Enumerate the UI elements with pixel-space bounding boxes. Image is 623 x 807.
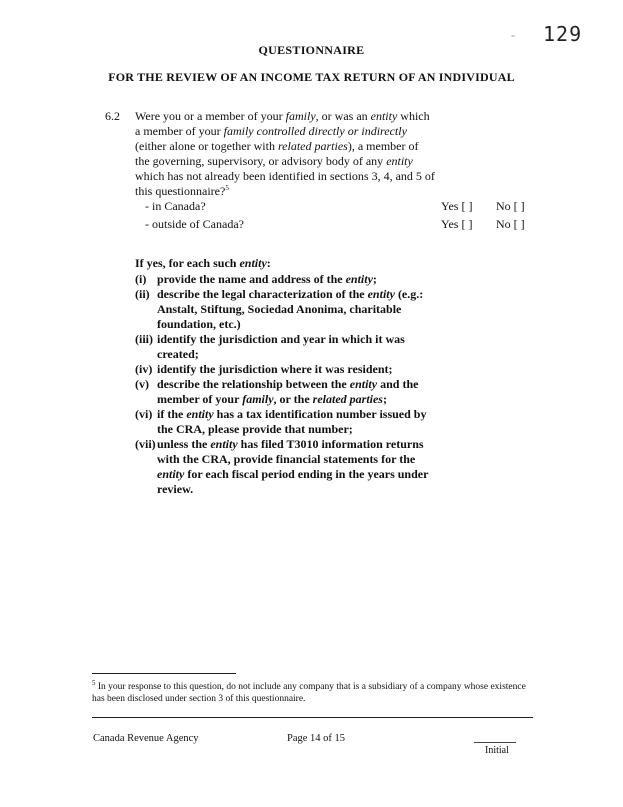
item-line: identify the jurisdiction where it was resident; — [157, 362, 393, 376]
footer-rule — [92, 717, 533, 718]
footer-page-number: Page 14 of 15 — [287, 733, 346, 744]
item-line: created; — [157, 347, 199, 361]
footnote-text: In your response to this question, do not include any company that is a subsidiary of a company whose existence has been disclosed under section 3 of this questionnaire. — [92, 682, 526, 704]
item-number: (v) — [135, 377, 149, 391]
sub-question-canada: - in Canada? — [145, 199, 206, 213]
item-line: foundation, etc.) — [157, 317, 241, 331]
item-line: the CRA, please provide that number; — [157, 422, 353, 436]
item-number: (vi) — [135, 407, 153, 421]
initial-rule — [474, 742, 516, 743]
footnote — [92, 678, 527, 705]
item-line: describe the relationship between the entity and the — [157, 377, 419, 391]
if-yes-item — [135, 407, 435, 437]
item-line: member of your family, or the related parties; — [157, 392, 387, 406]
if-yes-item — [135, 272, 435, 287]
question-text — [135, 109, 455, 199]
item-line: identify the jurisdiction and year in which it was — [157, 332, 405, 346]
if-yes-list — [135, 256, 435, 497]
item-number: (iv) — [135, 362, 153, 376]
initial-label: Initial — [485, 745, 509, 756]
footnote-mark: 5 — [92, 678, 96, 687]
item-line: entity for each fiscal period ending in the years under — [157, 467, 429, 481]
item-line: unless the entity has filed T3010 information returns — [157, 437, 424, 451]
question-line: Were you or a member of your family, or was an entity which — [135, 109, 430, 123]
item-line: with the CRA, provide financial statements for the — [157, 452, 416, 466]
no-checkbox-outside[interactable]: No [ ] — [496, 217, 525, 231]
document-subtitle: FOR THE REVIEW OF AN INCOME TAX RETURN OF AN INDIVIDUAL — [108, 70, 515, 84]
if-yes-item — [135, 437, 435, 497]
item-line: Anstalt, Stiftung, Sociedad Anonima, charitable — [157, 302, 402, 316]
handwritten-page-number: 129 — [543, 22, 583, 46]
question-line: (either alone or together with related parties), a member of — [135, 139, 419, 153]
footer-agency: Canada Revenue Agency — [93, 733, 199, 744]
if-yes-item — [135, 332, 435, 362]
if-yes-intro: If yes, for each such entity: — [135, 256, 271, 270]
if-yes-item — [135, 362, 435, 377]
no-checkbox-canada[interactable]: No [ ] — [496, 199, 525, 213]
question-line: the governing, supervisory, or advisory body of any entity — [135, 154, 413, 168]
item-line: review. — [157, 482, 194, 496]
item-number: (ii) — [135, 287, 150, 301]
yes-checkbox-outside[interactable]: Yes [ ] — [441, 217, 473, 231]
item-number: (iii) — [135, 332, 153, 346]
yes-checkbox-canada[interactable]: Yes [ ] — [441, 199, 473, 213]
item-number: (vii) — [135, 437, 156, 451]
document-title: QUESTIONNAIRE — [258, 43, 365, 57]
item-line: describe the legal characterization of the entity (e.g.: — [157, 287, 424, 301]
question-line: this questionnaire?$^5$ — [135, 184, 229, 198]
item-line: provide the name and address of the entity; — [157, 272, 377, 286]
item-number: (i) — [135, 272, 147, 286]
question-number: 6.2 — [105, 109, 120, 123]
if-yes-item — [135, 377, 435, 407]
question-line: a member of your family controlled directly or indirectly — [135, 124, 407, 138]
sub-question-outside-canada: - outside of Canada? — [145, 217, 244, 231]
footnote-rule — [92, 673, 236, 674]
if-yes-item — [135, 287, 435, 332]
question-line: which has not already been identified in sections 3, 4, and 5 of — [135, 169, 435, 183]
dash-mark: - — [511, 28, 515, 42]
item-line: if the entity has a tax identification number issued by — [157, 407, 427, 421]
